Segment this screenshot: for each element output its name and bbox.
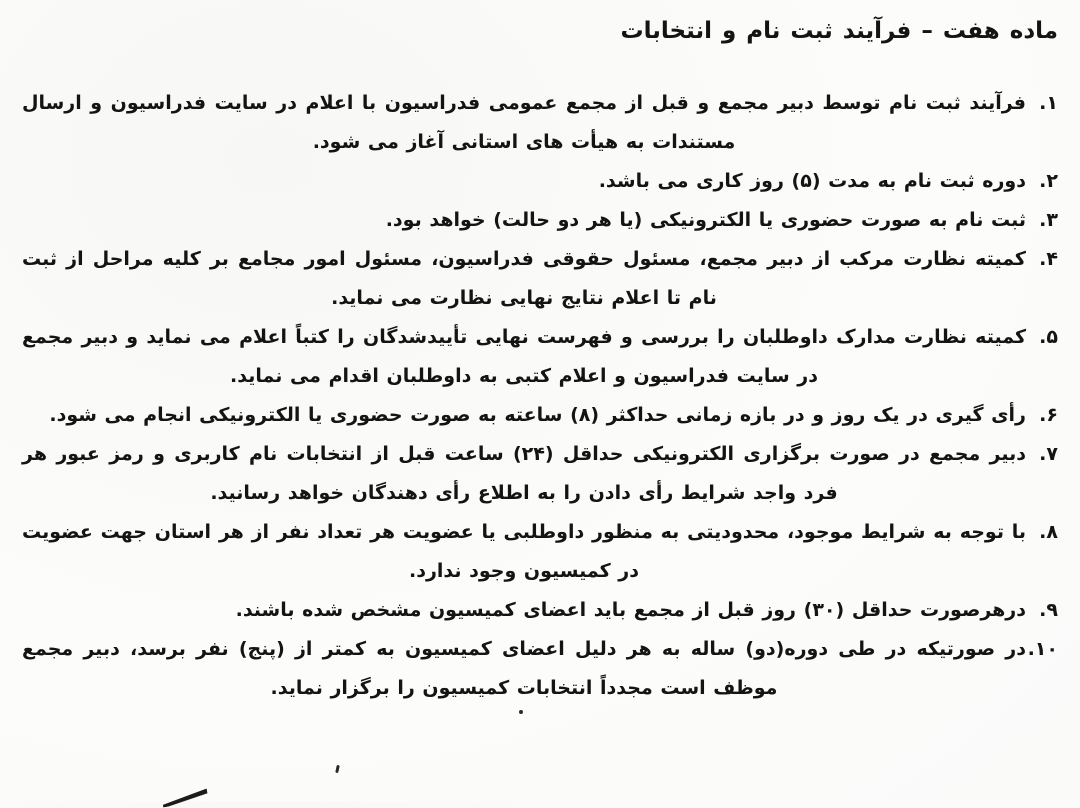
- item-number: ۲.: [1039, 170, 1058, 192]
- list-item: [22, 162, 1058, 201]
- item-number: ۵.: [1039, 326, 1058, 348]
- item-number: ۴.: [1039, 248, 1058, 270]
- item-number: ۸.: [1039, 521, 1058, 543]
- item-text: دوره ثبت نام به مدت (۵) روز کاری می باشد.: [598, 170, 1026, 192]
- item-number: ۳.: [1039, 209, 1058, 231]
- item-number: ۶.: [1039, 404, 1058, 426]
- article-title: ماده هفت – فرآیند ثبت نام و انتخابات: [620, 18, 1058, 44]
- list-item: [22, 240, 1058, 318]
- item-text: کمیته نظارت مدارک داوطلبان را بررسی و فهرست نهایی تأییدشدگان را کتباً اعلام می نماید و دبیر مجمع در سایت فدراسیون و اعلام کتبی به داوطلبان اقدام می نماید.: [22, 326, 1026, 387]
- item-number: ۱.: [1039, 92, 1058, 114]
- numbered-list: [22, 84, 1058, 708]
- list-item: [22, 630, 1058, 708]
- item-text: درهرصورت حداقل (۳۰) روز قبل از مجمع باید اعضای کمیسیون مشخص شده باشند.: [235, 599, 1026, 621]
- list-item: [22, 84, 1058, 162]
- item-text: در صورتیکه در طی دوره(دو) ساله به هر دلیل اعضای کمیسیون به کمتر از (پنج) نفر برسد، دبیر مجمع موظف است مجدداً انتخابات کمیسیون را برگزار نماید.: [22, 638, 1026, 699]
- scan-dot: [519, 710, 523, 714]
- item-text: فرآیند ثبت نام توسط دبیر مجمع و قبل از مجمع عمومی فدراسیون با اعلام در سایت فدراسیون و ارسال مستندات به هیأت های استانی آغاز می شود.: [22, 92, 1026, 153]
- item-number: ۹.: [1039, 599, 1058, 621]
- item-text: رأی گیری در یک روز و در بازه زمانی حداکثر (۸) ساعته به صورت حضوری یا الکترونیکی انجام می شود.: [49, 404, 1026, 426]
- list-item: [22, 318, 1058, 396]
- list-item: [22, 201, 1058, 240]
- list-item: [22, 396, 1058, 435]
- item-text: با توجه به شرایط موجود، محدودیتی به منظور داوطلبی یا عضویت هر تعداد نفر از هر استان جهت عضویت در کمیسیون وجود ندارد.: [22, 521, 1026, 582]
- item-number: ۱۰.: [1027, 638, 1058, 660]
- list-item: [22, 591, 1058, 630]
- item-text: کمیته نظارت مرکب از دبیر مجمع، مسئول حقوقی فدراسیون، مسئول امور مجامع بر کلیه مراحل از ثبت نام تا اعلام نتایج نهایی نظارت می نماید.: [22, 248, 1026, 309]
- list-item: [22, 435, 1058, 513]
- item-number: ۷.: [1039, 443, 1058, 465]
- item-text: ثبت نام به صورت حضوری یا الکترونیکی (یا هر دو حالت) خواهد بود.: [385, 209, 1026, 231]
- list-item: [22, 513, 1058, 591]
- item-text: دبیر مجمع در صورت برگزاری الکترونیکی حداقل (۲۴) ساعت قبل از انتخابات نام کاربری و رمز عبور هر فرد واجد شرایط رأی دادن را به اطلاع رأی دهندگان خواهد رسانید.: [22, 443, 1026, 504]
